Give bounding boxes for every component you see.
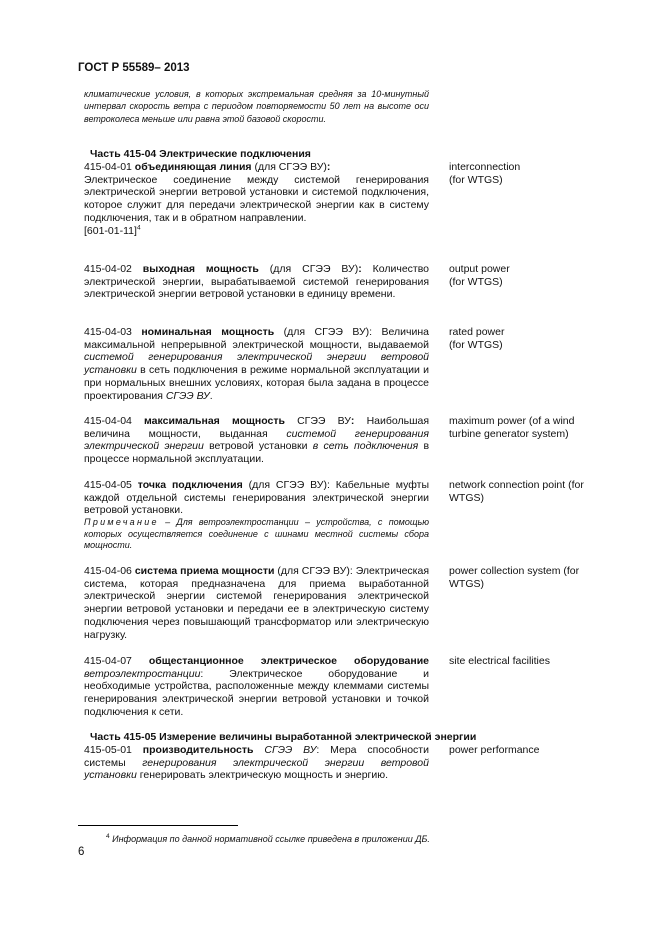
entry-415-04-07 [84,655,429,719]
entry-number: 415-04-03 [84,326,132,338]
entry-415-04-05: 415-04-05 точка подключения (для СГЭЭ ВУ): Кабельные муфты каждой отдельной системы генерирования электрической энергии ветровой установки. Примечание – Для ветроэлектростанции – устройства, с помощью которых осуществляется соединение с шинами местной системы сбора мощности. [84,479,429,551]
en-term-415-04-07: site electrical facilities [449,655,550,667]
footnote-mark: 4 [106,833,110,840]
entry-qualifier: (для СГЭЭ ВУ) [274,326,370,338]
entry-qualifier: ветроэлектростанции [84,667,201,680]
entry-term: точка подключения [137,479,243,491]
entry-415-04-01 [84,161,429,237]
footnote [106,834,430,844]
entry-term: система приема мощности [134,565,275,577]
entry-heading: 415-04-01 объединяющая линия (для СГЭЭ ВУ): [84,161,331,173]
entry-qualifier: СГЭЭ ВУ [284,415,351,427]
entry-term: объединяющая линия [134,161,252,173]
entry-number: 415-04-04 [84,415,132,427]
entry-qualifier: (для СГЭЭ ВУ) [251,161,327,173]
page-number: 6 [78,846,85,858]
entry-number: 415-04-07 [84,655,132,667]
footnote-mark: 4 [136,224,141,232]
entry-415-04-06: 415-04-06 система приема мощности (для СГЭЭ ВУ): Электрическая система, которая предназначена для приема выработанной электрической энергии системой генерирования электрической энергии ветровой установки и передачи ее в электрическую систему подключения через повышающий трансформатор или электрическую нагрузку. [84,565,430,641]
note-text: – Для ветроэлектростанции – устройства, с помощью которых осуществляется соединение с шинами местной системы сбора мощности. [84,517,429,551]
footnote-divider [78,825,238,826]
footnote-text: Информация по данной нормативной ссылке приведена в приложении ДБ. [109,834,430,844]
entry-415-04-04: 415-04-04 максимальная мощность СГЭЭ ВУ: Наибольшая величина мощности, выданная системой генерирования электрической энергии ветровой установки в сеть подключения в процессе нормальной эксплуатации. [84,415,430,466]
en-term-415-05-01: power performance [449,744,540,756]
document-header: ГОСТ Р 55589– 2013 [78,62,190,74]
en-term-415-04-01: interconnection (for WTGS) [449,161,521,186]
entry-qualifier: (для СГЭЭ ВУ) [274,565,350,577]
entry-note [84,517,429,552]
entry-number: 415-04-02 [84,263,132,275]
entry-qualifier: (для СГЭЭ ВУ) [242,479,327,491]
intro-paragraph: климатические условия, в которых экстремальная средняя за 10-минутный интервал скорость ветра с периодом повторяемости 50 лет на высоте оси ветроколеса меньше или равна этой базовой скорости. [84,89,429,124]
part-title-415-04: Часть 415-04 Электрические подключения [90,148,311,160]
entry-term: номинальная мощность [141,326,275,338]
entry-term: выходная мощность [142,263,259,275]
entry-term: производительность [142,744,254,756]
en-term-415-04-04: maximum power (of a wind turbine generator system) [449,415,575,440]
en-term-415-04-05: network connection point (for WTGS) [449,479,584,504]
note-label: Примечание [84,517,159,528]
en-term-415-04-06: power collection system (for WTGS) [449,565,580,590]
entry-definition: Кабельные муфты каждой отдельной системы генерирования электрической энергии ветровой установки. [84,479,429,517]
entry-definition: : Электрическое оборудование и необходимые устройства, расположенные между клеммами системы генерирования электрической энергии ветровой установки и точкой подключения к сети. [84,667,429,718]
entry-number: 415-05-01 [84,744,132,756]
entry-term: максимальная мощность [144,415,285,427]
entry-415-04-03: 415-04-03 номинальная мощность (для СГЭЭ ВУ): Величина максимальной непрерывной электрической мощности, выдаваемой системой генерирования электрической энергии ветровой установки в сеть подключения в режиме нормальной эксплуатации и при нормальных внешних условиях, которая была задана в процессе проектирования СГЭЭ ВУ. [84,326,429,402]
entry-definition: Количество электрической энергии, вырабатываемой системой генерирования электрической энергии ветровой установки в единицу времени. [84,263,430,301]
entry-415-05-01: 415-05-01 производительность СГЭЭ ВУ: Мера способности системы генерирования электрической энергии ветровой установки генерировать электрическую мощность и энергию. [84,744,429,782]
entry-definition: Электрическая система, которая предназначена для приема выработанной электрической энергии системой генерирования электрической энергии ветровой установки и передачи ее в электрическую систему подключения через повышающий трансформатор или электрическую нагрузку. [84,565,430,641]
entry-number: 415-04-01 [84,161,132,173]
entry-reference: $[601-01-11]^4$ [84,224,141,237]
entry-415-04-02: 415-04-02 выходная мощность (для СГЭЭ ВУ): Количество электрической энергии, вырабатываемой системой генерирования электрической энергии ветровой установки в единицу времени. [84,263,430,301]
entry-qualifier: (для СГЭЭ ВУ) [258,263,359,275]
en-term-415-04-02: output power (for WTGS) [449,263,510,288]
entry-number: 415-04-06 [84,565,132,577]
entry-definition: Электрическое соединение между системой генерирования электрической энергии ветровой установки и системой подключения, которое служит для передачи электрической энергии как в систему подключения, так и в обратном направлении. [84,173,429,224]
entry-term: общестанционное электрическое оборудование [148,655,429,667]
entry-qualifier: СГЭЭ ВУ [264,744,317,756]
part-title-415-05: Часть 415-05 Измерение величины выработанной электрической энергии [90,731,477,743]
entry-number: 415-04-05 [84,479,132,491]
en-term-415-04-03: rated power (for WTGS) [449,326,505,351]
